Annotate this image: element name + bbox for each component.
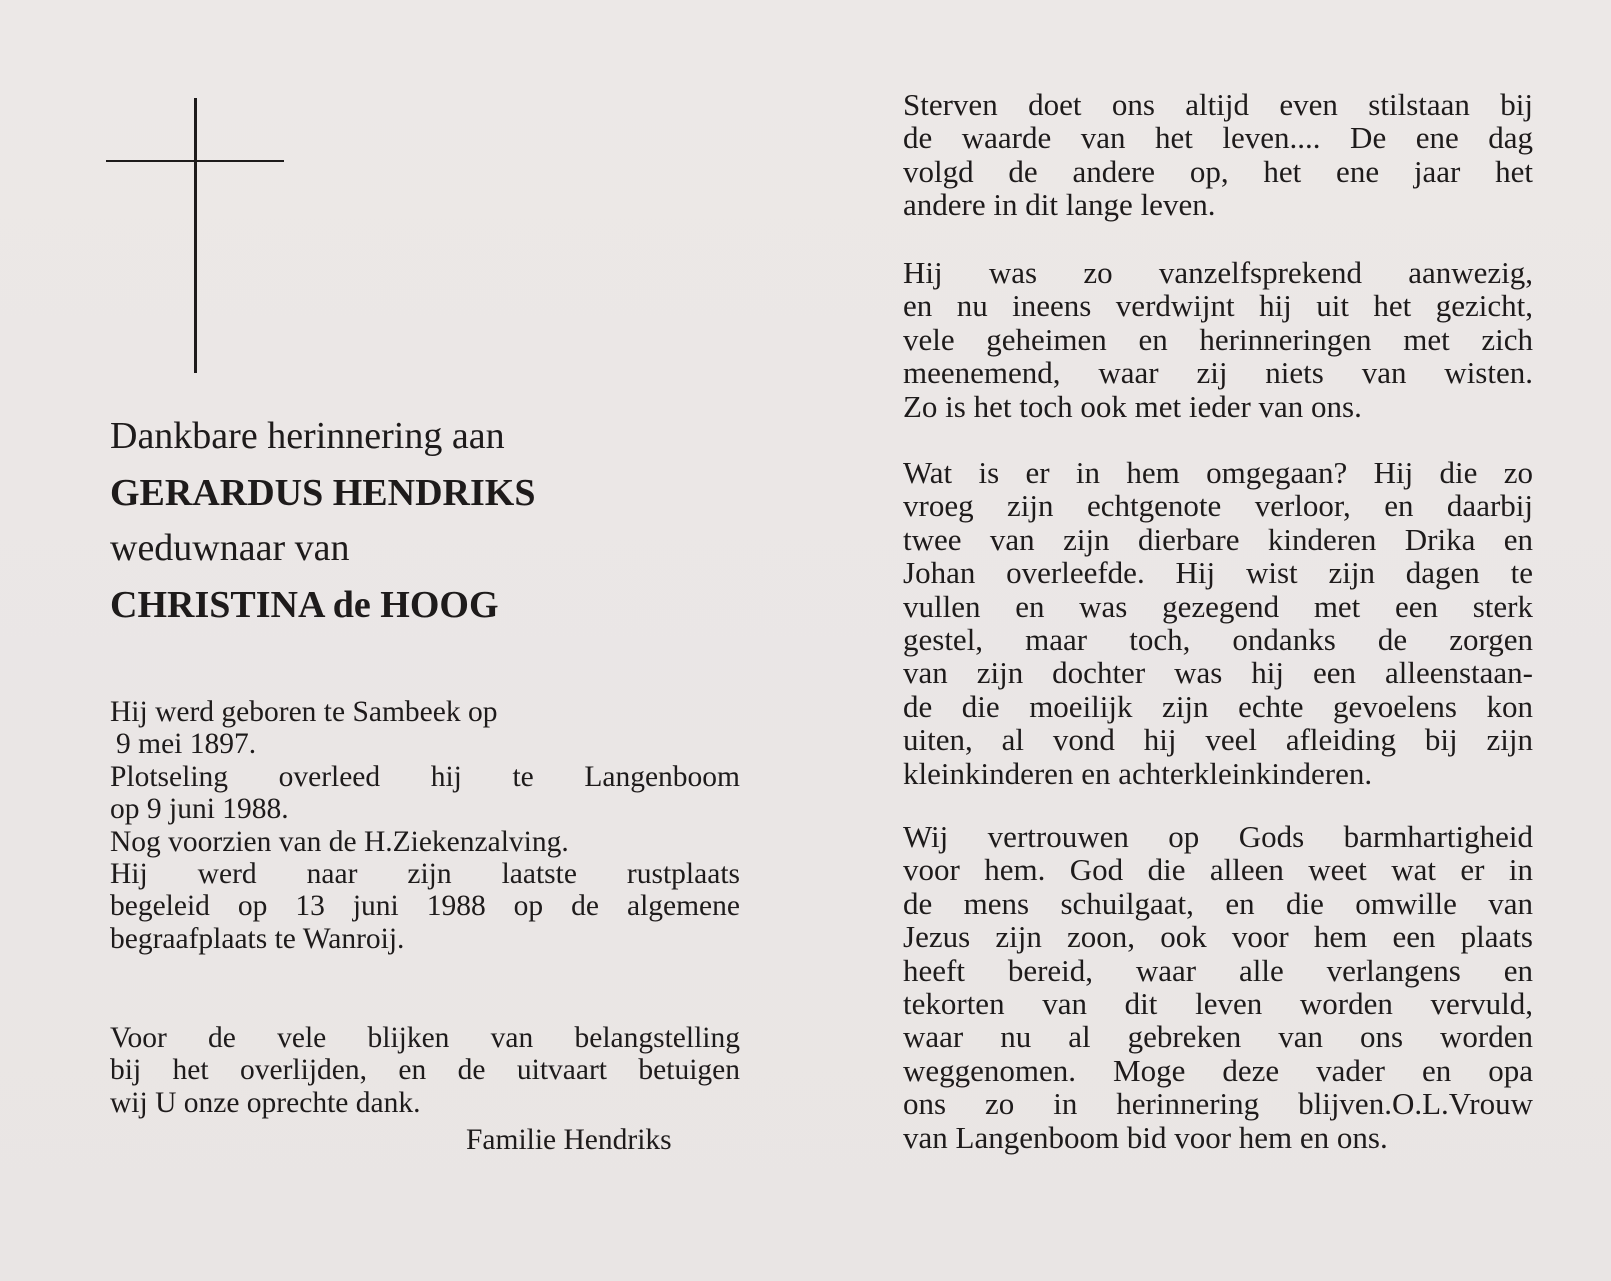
reflection-line: Johan overleefde. Hij wist zijn dagen te [903,555,1533,591]
reflection-paragraph-4 [903,820,1533,1154]
reflection-line: waar nu al gebreken van ons worden [903,1019,1533,1055]
reflection-line: weggenomen. Moge deze vader en opa [903,1052,1533,1088]
thanks-paragraph [110,1022,740,1119]
reflection-line: ons zo in herinnering blijven.O.L.Vrouw [903,1086,1533,1122]
reflection-paragraph-3 [903,456,1533,790]
biography-line: Nog voorzien van de H.Ziekenzalving. [110,825,569,858]
biography-line: Hij werd geboren te Sambeek op [110,696,498,728]
reflection-line: twee van zijn dierbare kinderen Drika en [903,521,1533,557]
widower-line: weduwnaar van [110,527,350,569]
heading-block [110,410,750,631]
biography-line: begraafplaats te Wanroij. [110,922,405,955]
reflection-line: de waarde van het leven.... De ene dag [903,120,1533,156]
reflection-line: van Langenboom bid voor hem en ons. [903,1119,1388,1155]
reflection-line: andere in dit lange leven. [903,187,1216,223]
biography-line: op 9 juni 1988. [110,793,289,826]
biography-line: Plotseling overleed hij te Langenboom [110,760,740,793]
thanks-line: Voor de vele blijken van belangstelling [110,1022,740,1054]
reflection-line: Jezus zijn zoon, ook voor hem een plaats [903,919,1533,955]
reflection-line: Hij was zo vanzelfsprekend aanwezig, [903,255,1533,290]
family-signature: Familie Hendriks [466,1124,672,1156]
reflection-line: Zo is het toch ook met ieder van ons. [903,388,1362,424]
reflection-line: heeft bereid, waar alle verlangens en [903,952,1533,988]
reflection-line: vullen en was gezegend met een sterk [903,588,1533,624]
reflection-line: de mens schuilgaat, en die omwille van [903,885,1533,921]
biography-line: begeleid op 13 juni 1988 op de algemene [110,890,740,923]
reflection-line: van zijn dochter was hij een alleenstaan- [903,655,1533,691]
reflection-line: vroeg zijn echtgenote verloor, en daarbij [903,488,1533,524]
reflection-line: Wij vertrouwen op Gods barmhartigheid [903,819,1533,854]
cross-icon-crossbar [106,160,284,162]
reflection-line: gestel, maar toch, ondanks de zorgen [903,622,1533,658]
reflection-paragraph-1 [903,88,1533,222]
reflection-line: uiten, al vond hij veel afleiding bij zijn [903,722,1533,758]
reflection-line: de die moeilijk zijn echte gevoelens kon [903,688,1533,724]
biography-line: 9 mei 1897. [116,728,257,761]
reflection-line: kleinkinderen en achterkleinkinderen. [903,755,1373,791]
reflection-line: meenemend, waar zij niets van wisten. [903,355,1533,391]
thanks-line: bij het overlijden, en de uitvaart betuigen [110,1054,740,1087]
reflection-paragraph-2 [903,256,1533,423]
reflection-line: vele geheimen en herinneringen met zich [903,321,1533,357]
heading-intro: Dankbare herinnering aan [110,415,505,457]
biography-line: Hij werd naar zijn laatste rustplaats [110,858,740,891]
biography-paragraph [110,696,740,955]
reflection-line: voor hem. God die alleen weet wat er in [903,852,1533,888]
cross-icon [194,98,197,373]
reflection-line: Sterven doet ons altijd even stilstaan bij [903,87,1533,122]
spouse-name: CHRISTINA de HOOG [110,584,499,626]
deceased-name: GERARDUS HENDRIKS [110,472,536,514]
reflection-line: volgd de andere op, het ene jaar het [903,153,1533,189]
reflection-line: tekorten van dit leven worden vervuld, [903,986,1533,1022]
reflection-line: en nu ineens verdwijnt hij uit het gezicht, [903,288,1533,324]
reflection-line: Wat is er in hem omgegaan? Hij die zo [903,455,1533,490]
thanks-line: wij U onze oprechte dank. [110,1086,421,1119]
